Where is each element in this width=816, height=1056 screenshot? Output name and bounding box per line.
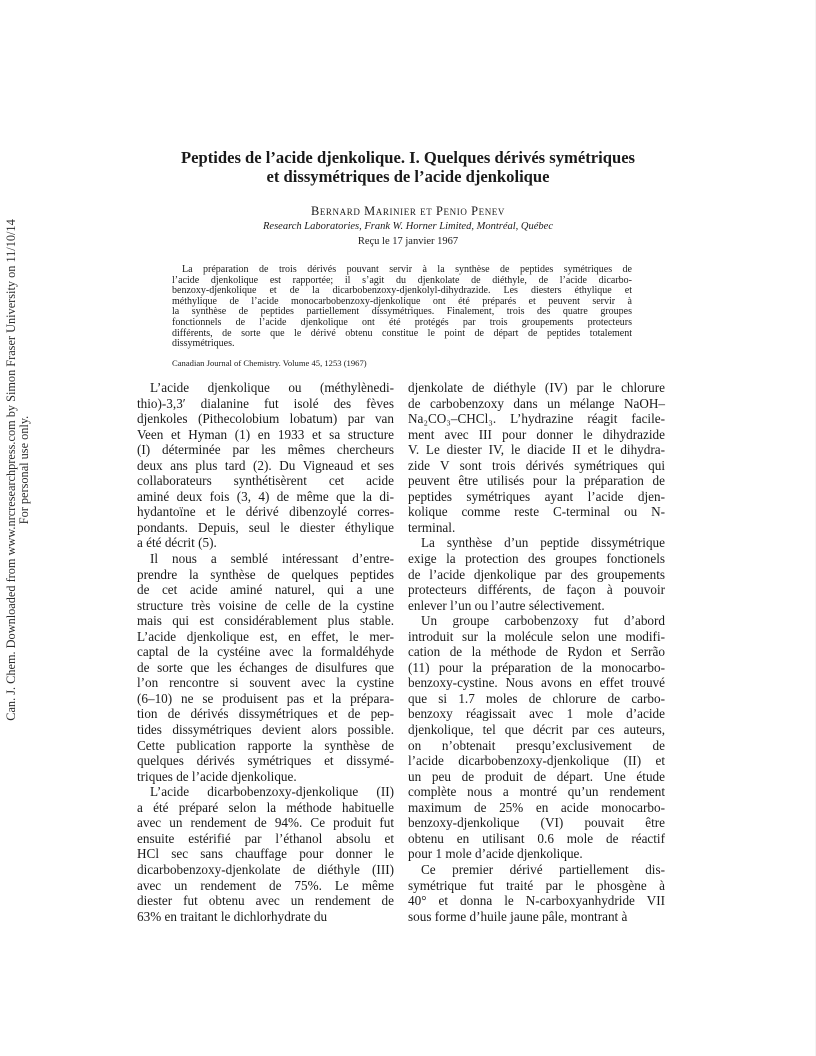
body-column-right [408,380,665,924]
right-column-line-18: cation de la méthode de Rydon et Serrão [408,644,665,660]
right-column-line-22: benzoxy réagissait avec 1 mole d’acide [408,706,665,722]
right-column-line-5: V. Le diester IV, le diacide II et le dihydra- [408,442,665,458]
right-column-line-6: zide V sont trois dérivés symétriques qui [408,457,665,473]
right-column-line-23: djenkolique, tel que décrit par ces auteurs, [408,722,665,738]
right-column-line-30: obtenu en utilisant 0.6 mole de réactif [408,830,665,846]
download-notice-text [5,219,31,720]
download-notice-line-2: For personal use only. [17,415,31,525]
right-column-line-7: peuvent être utilisés pour la préparation de [408,473,665,489]
right-column-line-16: Un groupe carbobenzoxy fut d’abord [421,613,665,629]
abstract [172,265,632,350]
right-column-line-31: pour 1 mole d’acide djenkolique. [408,846,583,862]
right-column-line-8: peptides symétriques ayant l’acide djen- [408,488,665,504]
left-column-line-2: thio)-3,3′ dialanine fut isolé des fèves [137,395,394,411]
left-column-line-27: L’acide dicarbobenzoxy-djenkolique (II) [150,784,394,800]
left-column-line-15: structure très voisine de celle de la cystine [137,597,394,613]
article-title-line-1: Peptides de l’acide djenkolique. I. Quelques dérivés symétriques [180,148,636,167]
right-column-line-15: enlever l’un ou l’autre sélectivement. [408,597,605,613]
left-column-line-5: (I) déterminée par les mêmes chercheurs [137,442,394,458]
right-column-line-28: maximum de 25% en acide monocarbo- [408,799,665,815]
left-column-line-22: tion de dérivés dissymétriques et de pep- [137,706,394,722]
abstract-line-7: différents, de sorte que le dérivé obtenu constitue le point de départ de peptides totalement [172,327,632,339]
right-column-line-29: benzoxy-djenkolique (VI) pouvait être [408,815,665,831]
right-column-line-20: benzoxy-cystine. Nous avons en effet trouvé [408,675,665,691]
left-column-line-20: l’on rencontre si souvent avec la cystine [137,675,394,691]
left-column-line-34: diester fut obtenu avec un rendement de [137,893,394,909]
abstract-line-2: l’acide djenkolique est rapportée; il s’agit du djenkolate de diéthyle, de l’acide dicarbo- [172,274,632,286]
left-column-line-21: (6–10) ne se produisent pas et la prépara- [137,690,394,706]
right-column-line-27: complète nous a montré qu’un rendement [408,784,665,800]
left-column-line-28: a été préparé selon la méthode habituelle [137,799,394,815]
right-column-line-34: 40° et donna le N-carboxyanhydride VII [408,893,665,909]
abstract-line-4: méthylique de l’acide monocarbobenzoxy-djenkolique ont été préparés et peuvent servir à [172,295,632,307]
right-column-line-25: l’acide dicarbobenzoxy-djenkolique (II) et [408,753,665,769]
left-column-line-9: hydantoïne et le dérivé dibenzoylé corres- [137,504,394,520]
left-column-line-16: mais qui est considérablement plus stable. [137,613,394,629]
right-column-line-3: Na₂CO₃–CHCl₃. L’hydrazine réagit facile- [408,411,665,427]
article-title [0,148,816,186]
article-affiliation: Research Laboratories, Frank W. Horner Limited, Montréal, Québec [263,221,553,232]
left-column-line-6: deux ans plus tard (2). Du Vigneaud et ses [137,457,394,473]
left-column-line-26: triques de l’acide djenkolique. [137,768,297,784]
left-column-line-11: a été décrit (5). [137,535,217,551]
left-column-line-19: de sorte que les échanges de disulfures que [137,659,394,675]
left-column-line-13: prendre la synthèse de quelques peptides [137,566,394,582]
right-column-line-33: symétrique fut traité par le phosgène à [408,877,665,893]
right-column-line-35: sous forme d’huile jaune pâle, montrant à [408,908,628,924]
abstract-line-5: la synthèse de peptides partiellement dissymétriques. Finalement, trois des quatre groupes [172,306,632,318]
abstract-line-8: dissymétriques. [172,338,235,350]
right-column-line-4: ment avec III pour donner le dihydrazide [408,426,665,442]
left-column-line-1: L’acide djenkolique ou (méthylènedi- [150,380,394,395]
left-column-line-14: de cet acide aminé naturel, qui a une [137,582,394,598]
left-column-line-17: L’acide djenkolique est, en effet, le mer- [137,628,394,644]
right-column-line-10: terminal. [408,519,456,535]
right-column-line-17: introduit sur la molécule selon une modifi- [408,628,665,644]
left-column-line-4: Veen et Hyman (1) en 1933 et sa structure [137,426,394,442]
left-column-line-10: pondants. Depuis, seul le diester éthylique [137,519,394,535]
right-column-line-13: de l’acide djenkolique par des groupements [408,566,665,582]
left-column-line-3: djenkoles (Pithecolobium lobatum) par van [137,411,394,427]
right-column-line-2: de carbobenzoxy dans un mélange NaOH– [408,395,665,411]
right-column-line-14: protecteurs différents, de façon à pouvoir [408,582,665,598]
right-column-line-1: djenkolate de diéthyle (IV) par le chlorure [408,380,665,395]
left-column-line-33: avec un rendement de 75%. Le même [137,877,394,893]
right-column-line-24: on n’obtenait presqu’exclusivement de [408,737,665,753]
abstract-line-3: benzoxy-djenkolique et de la dicarbobenzoxy-djenkolyl-dihydrazide. Les diesters éthylique et [172,285,632,297]
received-date: Reçu le 17 janvier 1967 [357,236,459,247]
left-column-line-31: HCl sec sans chauffage pour donner le [137,846,394,862]
left-column-line-25: quelques dérivés symétriques et dissymé- [137,753,394,769]
download-notice-line-1: Can. J. Chem. Downloaded from www.nrcresearchpress.com by Simon Fraser University on 11/10/14 [4,219,18,721]
right-column-line-21: que si 1.7 moles de chlorure de carbo- [408,690,665,706]
left-column-line-32: dicarbobenzoxy-djenkolate de diéthyle (III) [137,861,394,877]
left-column-line-7: collaborateurs synthétisèrent cet acide [137,473,394,489]
body-column-left [137,380,394,924]
abstract-line-1: La préparation de trois dérivés pouvant servir à la synthèse de peptides symétriques de [182,264,632,275]
article-authors: Bernard Marinier et Penio Penev [310,204,506,218]
left-column-line-23: tides dissymétriques devient alors possible. [137,722,394,738]
left-column-line-30: ensuite estérifié par l’éthanol absolu et [137,830,394,846]
left-column-line-29: avec un rendement de 94%. Ce produit fut [137,815,394,831]
right-column-line-32: Ce premier dérivé partiellement dis- [421,861,665,877]
abstract-line-6: fonctionnels de l’acide djenkolique ont été protégés par trois groupements protecteurs [172,316,632,328]
journal-citation: Canadian Journal of Chemistry. Volume 45, 1253 (1967) [172,358,367,368]
article-title-line-2: et dissymétriques de l’acide djenkolique [266,167,550,186]
right-column-line-12: exige la protection des groupes fonctionels [408,551,665,567]
right-column-line-11: La synthèse d’un peptide dissymétrique [421,535,665,551]
left-column-line-18: captal de la cystéine avec la formaldéhyde [137,644,394,660]
left-column-line-24: Cette publication rapporte la synthèse de [137,737,394,753]
left-column-line-8: aminé deux fois (3, 4) de même que la di- [137,488,394,504]
right-column-line-19: (11) pour la préparation de la monocarbo- [408,659,665,675]
right-column-line-9: kolique comme reste C-terminal ou N- [408,504,665,520]
right-column-line-26: un peu de produit de départ. Une étude [408,768,665,784]
left-column-line-35: 63% en traitant le dichlorhydrate du [137,908,328,924]
left-column-line-12: Il nous a semblé intéressant d’entre- [150,551,394,567]
